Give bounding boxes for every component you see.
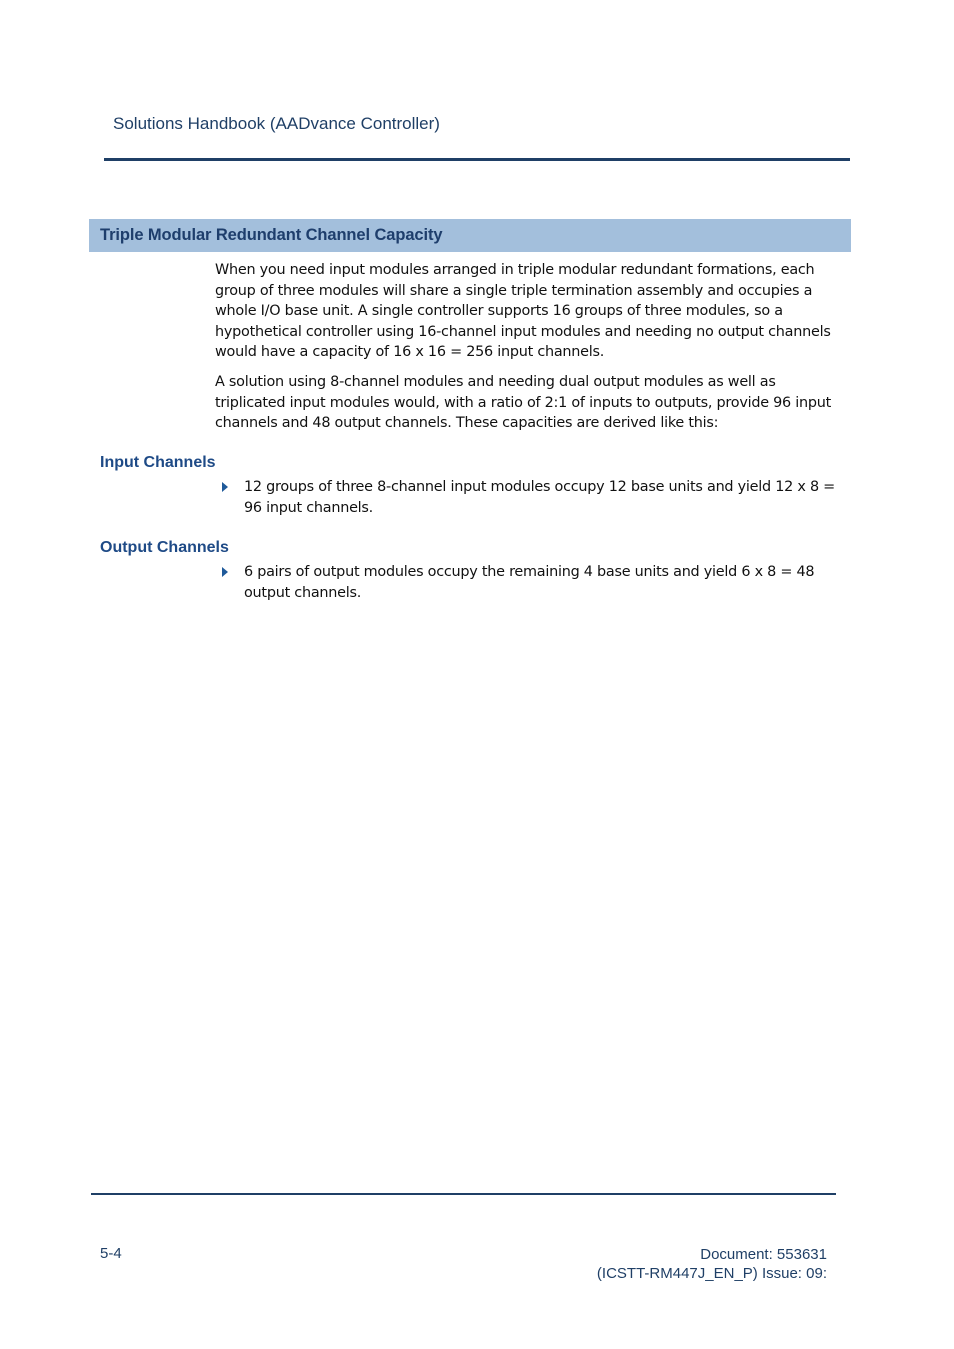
body-paragraph-1: When you need input modules arranged in triple modular redundant formations, each group of three modules will share a single triple termination assembly and occupies a whole I/O base unit. A single controller supports 16 groups of three modules, so a hypothetical controller using 16-channel input modules and needing no output channels would have a capacity of 16 x 16 = 256 input channels.: [215, 262, 831, 360]
document-issue: (ICSTT-RM447J_EN_P) Issue: 09:: [596, 1265, 827, 1282]
document-info: [597, 1245, 827, 1283]
page-number: 5-4: [100, 1245, 122, 1262]
section-title: Triple Modular Redundant Channel Capacity: [100, 226, 443, 244]
output-channels-heading: Output Channels: [100, 539, 229, 556]
running-header-title: Solutions Handbook (AADvance Controller): [113, 114, 440, 133]
output-channels-bullet-text: 6 pairs of output modules occupy the remaining 4 base units and yield 6 x 8 = 48 output channels.: [244, 564, 815, 601]
footer-divider: [91, 1193, 836, 1195]
header-divider: [104, 158, 850, 161]
triangle-bullet-icon: [222, 567, 228, 577]
input-channels-heading: Input Channels: [100, 454, 216, 471]
triangle-bullet-icon: [222, 482, 228, 492]
body-paragraph-2: A solution using 8-channel modules and needing dual output modules as well as triplicated input modules would, with a ratio of 2:1 of inputs to outputs, provide 96 input channels and 48 output channels. These capacities are derived like this:: [215, 374, 832, 431]
document-number: Document: 553631: [700, 1246, 827, 1263]
section-heading-bar: [89, 219, 851, 252]
input-channels-bullet-text: 12 groups of three 8-channel input modules occupy 12 base units and yield 12 x 8 = 96 input channels.: [244, 479, 835, 516]
